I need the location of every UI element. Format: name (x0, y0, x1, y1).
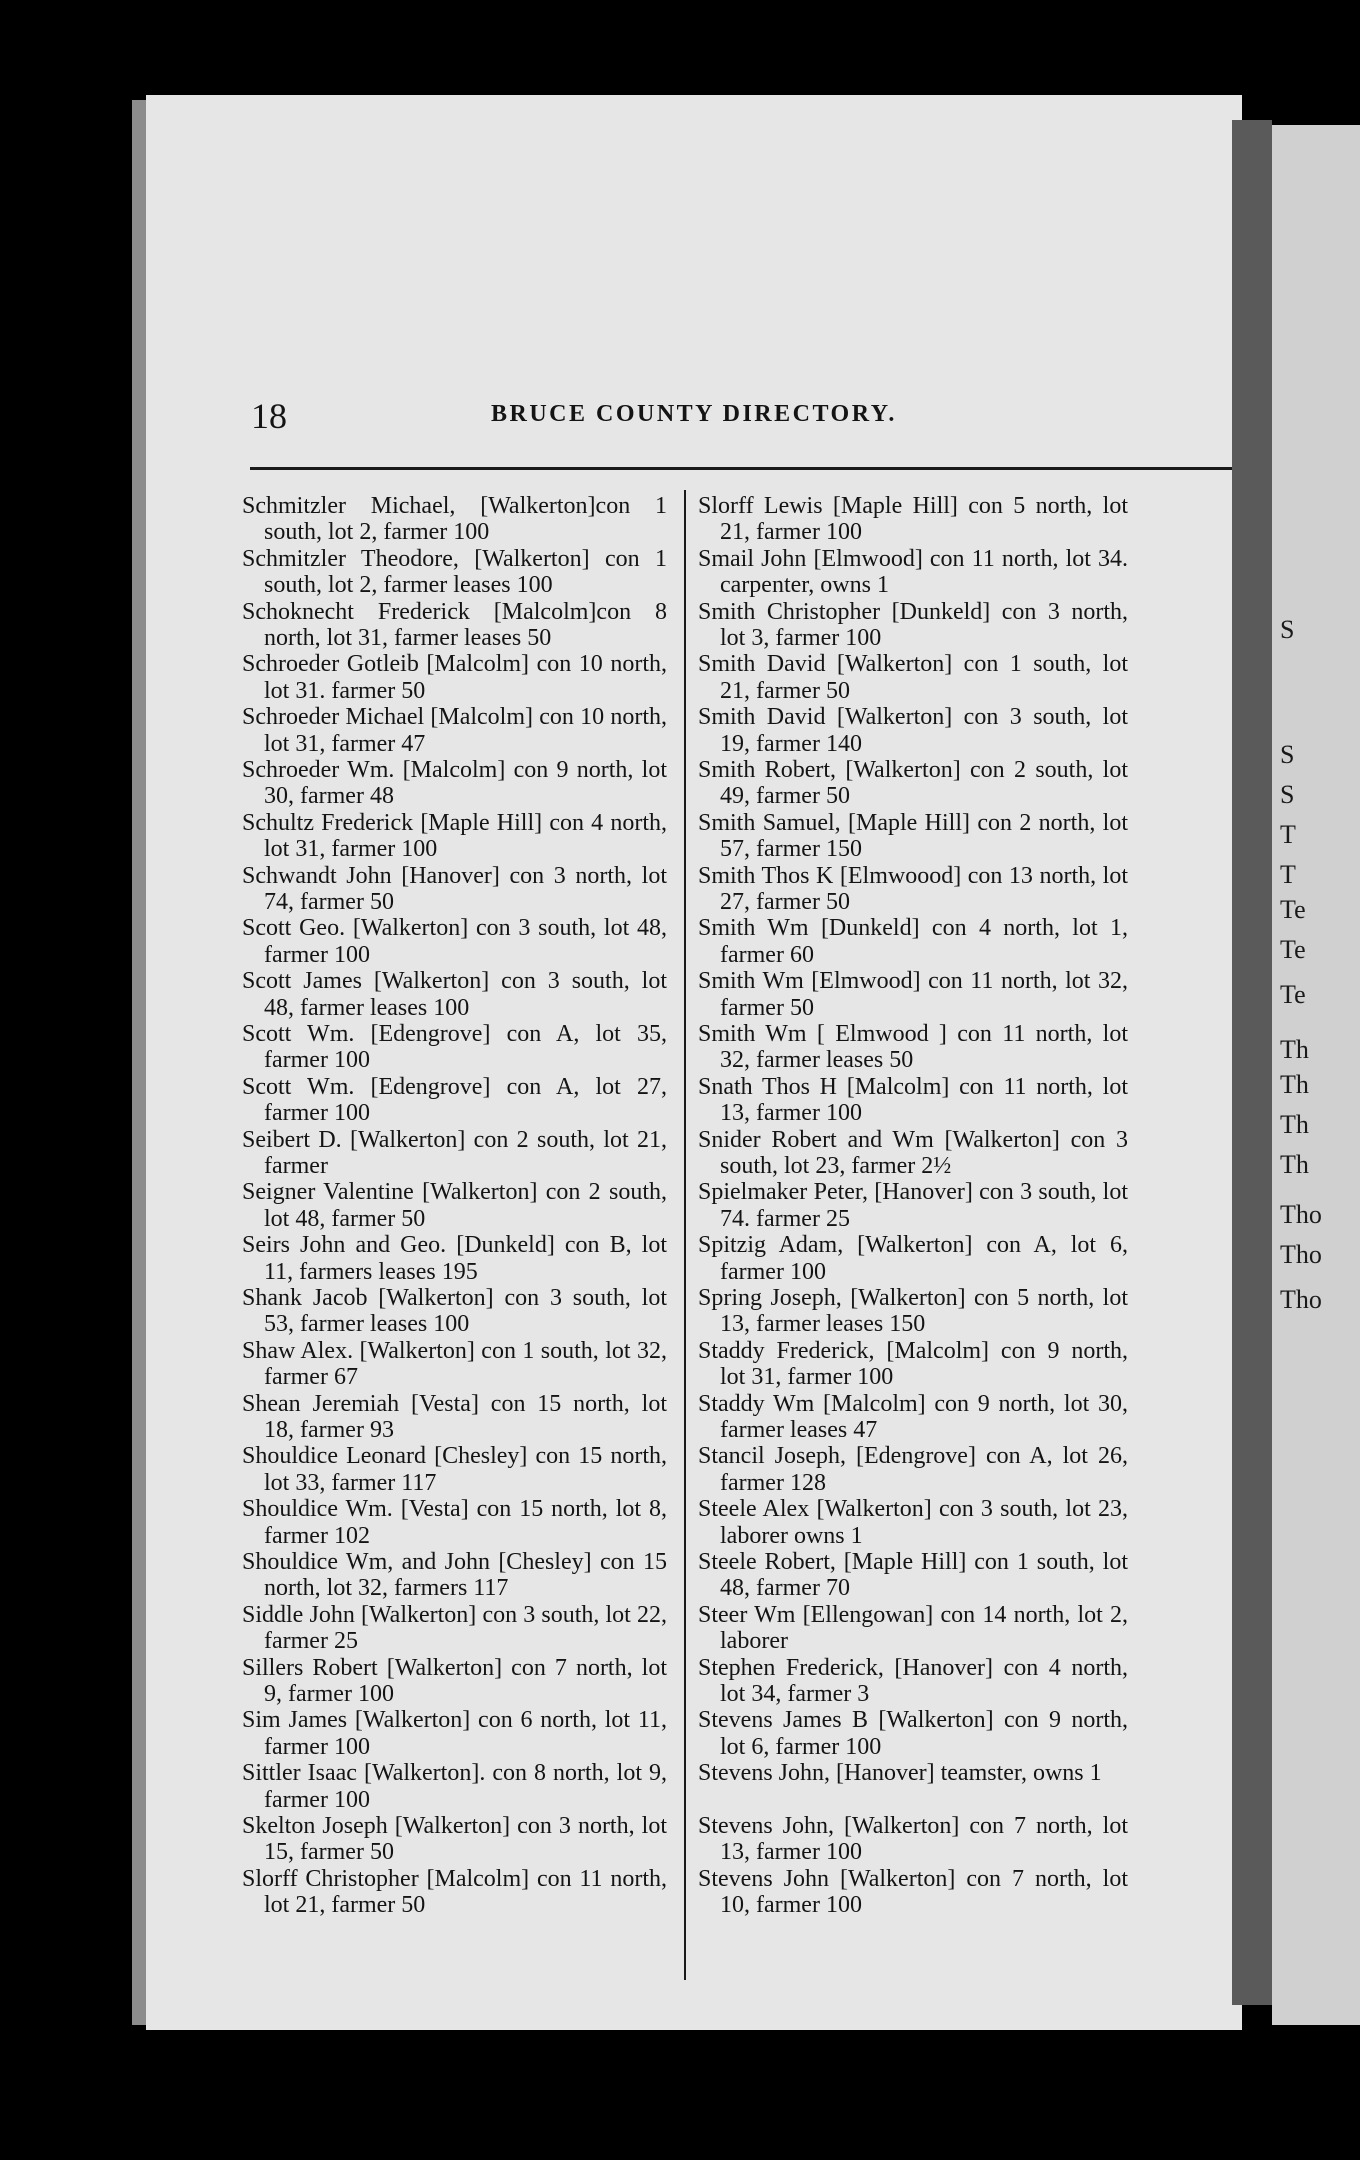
directory-entry: Shouldice Leonard [Chesley] con 15 north, lot 33, farmer 117 (242, 1443, 667, 1496)
next-page-fragment: Te (1280, 935, 1306, 964)
directory-entry: Seibert D. [Walkerton] con 2 south, lot 21, farmer (242, 1126, 667, 1179)
directory-entry: Scott Geo. [Walkerton] con 3 south, lot 48, farmer 100 (242, 915, 667, 968)
right-column (698, 493, 1128, 1919)
directory-entry: Spielmaker Peter, [Hanover] con 3 south, lot 74. farmer 25 (698, 1179, 1128, 1232)
directory-entry: Steer Wm [Ellengowan] con 14 north, lot 2, laborer (698, 1601, 1128, 1655)
next-page-fragment: T (1280, 820, 1296, 849)
next-page-fragment: Te (1280, 980, 1306, 1009)
directory-entry: Steele Robert, [Maple Hill] con 1 south, lot 48, farmer 70 (698, 1548, 1128, 1602)
directory-entry: Skelton Joseph [Walkerton] con 3 north, lot 15, farmer 50 (242, 1812, 667, 1866)
directory-entry: Stancil Joseph, [Edengrove] con A, lot 26, farmer 128 (698, 1443, 1128, 1496)
directory-entry: Slorff Christopher [Malcolm] con 11 north, lot 21, farmer 50 (242, 1865, 667, 1919)
page-edge (132, 100, 146, 2025)
directory-page (146, 95, 1242, 2030)
directory-entry: Smail John [Elmwood] con 11 north, lot 34. carpenter, owns 1 (698, 545, 1128, 599)
directory-entry: Spring Joseph, [Walkerton] con 5 north, lot 13, farmer leases 150 (698, 1284, 1128, 1338)
directory-entry: Shaw Alex. [Walkerton] con 1 south, lot 32, farmer 67 (242, 1337, 667, 1391)
directory-entry: Smith Samuel, [Maple Hill] con 2 north, lot 57, farmer 150 (698, 809, 1128, 863)
next-page-fragment: Tho (1280, 1240, 1322, 1269)
next-page-fragment: Th (1280, 1070, 1309, 1099)
directory-entry: Smith David [Walkerton] con 3 south, lot 19, farmer 140 (698, 704, 1128, 757)
directory-entry: Staddy Frederick, [Malcolm] con 9 north, lot 31, farmer 100 (698, 1337, 1128, 1391)
directory-entry: Spitzig Adam, [Walkerton] con A, lot 6, farmer 100 (698, 1232, 1128, 1285)
directory-entry: Seigner Valentine [Walkerton] con 2 south, lot 48, farmer 50 (242, 1179, 667, 1232)
directory-entry: Stephen Frederick, [Hanover] con 4 north, lot 34, farmer 3 (698, 1654, 1128, 1707)
directory-entry: Smith Wm [ Elmwood ] con 11 north, lot 32, farmer leases 50 (698, 1020, 1128, 1074)
directory-entry: Schmitzler Theodore, [Walkerton] con 1 south, lot 2, farmer leases 100 (242, 545, 667, 599)
next-page-fragment: Th (1280, 1110, 1309, 1139)
directory-entry: Stevens John, [Walkerton] con 7 north, lot 13, farmer 100 (698, 1812, 1128, 1866)
header-rule (250, 467, 1256, 470)
directory-entry: Sittler Isaac [Walkerton]. con 8 north, lot 9, farmer 100 (242, 1760, 667, 1813)
directory-entry: Snath Thos H [Malcolm] con 11 north, lot 13, farmer 100 (698, 1073, 1128, 1127)
directory-entry: Schwandt John [Hanover] con 3 north, lot 74, farmer 50 (242, 862, 667, 915)
directory-entry: Scott Wm. [Edengrove] con A, lot 35, farmer 100 (242, 1020, 667, 1074)
directory-entry: Stevens John, [Hanover] teamster, owns 1 (698, 1760, 1102, 1787)
next-page-fragment: Th (1280, 1035, 1309, 1064)
directory-entry: Schroeder Wm. [Malcolm] con 9 north, lot 30, farmer 48 (242, 756, 667, 810)
directory-entry: Steele Alex [Walkerton] con 3 south, lot 23, laborer owns 1 (698, 1496, 1128, 1549)
directory-entry: Shean Jeremiah [Vesta] con 15 north, lot 18, farmer 93 (242, 1390, 667, 1443)
directory-entry: Stevens James B [Walkerton] con 9 north, lot 6, farmer 100 (698, 1707, 1128, 1760)
directory-entry: Seirs John and Geo. [Dunkeld] con B, lot 11, farmers leases 195 (242, 1232, 667, 1285)
directory-entry: Scott Wm. [Edengrove] con A, lot 27, farmer 100 (242, 1073, 667, 1127)
directory-entry: Shank Jacob [Walkerton] con 3 south, lot 53, farmer leases 100 (242, 1284, 667, 1338)
directory-entry: Shouldice Wm, and John [Chesley] con 15 north, lot 32, farmers 117 (242, 1548, 667, 1602)
directory-entry: Sillers Robert [Walkerton] con 7 north, lot 9, farmer 100 (242, 1654, 667, 1707)
directory-entry: Schroeder Gotleib [Malcolm] con 10 north, lot 31. farmer 50 (242, 651, 667, 704)
next-page-fragment: S (1280, 780, 1295, 809)
directory-entry: Shouldice Wm. [Vesta] con 15 north, lot 8, farmer 102 (242, 1496, 667, 1549)
directory-entry: Schroeder Michael [Malcolm] con 10 north, lot 31, farmer 47 (242, 704, 667, 757)
adjacent-page-edge (1272, 125, 1360, 2025)
directory-entry: Snider Robert and Wm [Walkerton] con 3 south, lot 23, farmer 2½ (698, 1126, 1128, 1179)
page-number: 18 (251, 396, 287, 436)
directory-entry: Slorff Lewis [Maple Hill] con 5 north, lot 21, farmer 100 (698, 493, 1128, 546)
next-page-fragment: Te (1280, 895, 1306, 924)
directory-entry: Smith Wm [Dunkeld] con 4 north, lot 1, farmer 60 (698, 915, 1128, 968)
directory-entry: Smith Christopher [Dunkeld] con 3 north, lot 3, farmer 100 (698, 598, 1128, 651)
page-gutter-shadow (1232, 120, 1272, 2005)
page-header (146, 395, 1242, 435)
directory-entry: Staddy Wm [Malcolm] con 9 north, lot 30, farmer leases 47 (698, 1390, 1128, 1443)
directory-entry: Siddle John [Walkerton] con 3 south, lot 22, farmer 25 (242, 1601, 667, 1655)
directory-entry: Stevens John [Walkerton] con 7 north, lot 10, farmer 100 (698, 1865, 1128, 1919)
left-column (242, 493, 667, 1919)
directory-entry: Smith Robert, [Walkerton] con 2 south, lot 49, farmer 50 (698, 756, 1128, 810)
next-page-fragment: T (1280, 860, 1296, 889)
directory-entry: Scott James [Walkerton] con 3 south, lot 48, farmer leases 100 (242, 968, 667, 1021)
directory-entry: Smith Wm [Elmwood] con 11 north, lot 32, farmer 50 (698, 968, 1128, 1021)
running-head-title: BRUCE COUNTY DIRECTORY. (491, 401, 897, 427)
directory-entry: Schultz Frederick [Maple Hill] con 4 north, lot 31, farmer 100 (242, 809, 667, 863)
directory-entry: Smith Thos K [Elmwoood] con 13 north, lot 27, farmer 50 (698, 862, 1128, 915)
directory-entry: Schoknecht Frederick [Malcolm]con 8 north, lot 31, farmer leases 50 (242, 598, 667, 651)
next-page-fragment: S (1280, 615, 1295, 644)
directory-entry: Smith David [Walkerton] con 1 south, lot 21, farmer 50 (698, 651, 1128, 704)
next-page-fragment: Th (1280, 1150, 1309, 1179)
column-divider (684, 490, 686, 1980)
next-page-fragment: Tho (1280, 1285, 1322, 1314)
directory-entry: Sim James [Walkerton] con 6 north, lot 11, farmer 100 (242, 1707, 667, 1760)
directory-entry: Schmitzler Michael, [Walkerton]con 1 south, lot 2, farmer 100 (242, 493, 667, 546)
next-page-fragment: S (1280, 740, 1295, 769)
next-page-fragment: Tho (1280, 1200, 1322, 1229)
